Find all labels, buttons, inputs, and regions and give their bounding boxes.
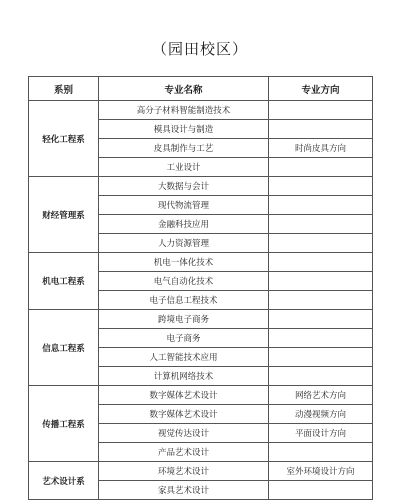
direction-cell: 网络艺术方向 — [269, 386, 373, 405]
direction-cell — [269, 367, 373, 386]
header-department: 系别 — [29, 77, 99, 101]
major-cell: 计算机网络技术 — [99, 367, 269, 386]
major-cell: 产品艺术设计 — [99, 443, 269, 462]
major-cell: 工业设计 — [99, 158, 269, 177]
majors-table — [28, 76, 373, 500]
direction-cell: 平面设计方向 — [269, 424, 373, 443]
direction-cell: 时尚皮具方向 — [269, 139, 373, 158]
direction-cell — [269, 348, 373, 367]
department-cell: 传播工程系 — [29, 386, 99, 462]
major-cell: 机电一体化技术 — [99, 253, 269, 272]
direction-cell — [269, 310, 373, 329]
table-row — [29, 177, 373, 196]
table-row — [29, 253, 373, 272]
major-cell: 高分子材料智能制造技术 — [99, 101, 269, 120]
major-cell: 电气自动化技术 — [99, 272, 269, 291]
direction-cell: 室外环境设计方向 — [269, 462, 373, 481]
direction-cell — [269, 329, 373, 348]
page-title: （园田校区） — [151, 40, 248, 58]
table-row — [29, 101, 373, 120]
direction-cell — [269, 158, 373, 177]
major-cell: 数字媒体艺术设计 — [99, 405, 269, 424]
major-cell: 皮具制作与工艺 — [99, 139, 269, 158]
major-cell: 家具艺术设计 — [99, 481, 269, 500]
direction-cell — [269, 481, 373, 500]
table-body — [29, 101, 373, 500]
department-cell: 信息工程系 — [29, 310, 99, 386]
major-cell: 模具设计与制造 — [99, 120, 269, 139]
major-cell: 跨境电子商务 — [99, 310, 269, 329]
direction-cell — [269, 215, 373, 234]
department-cell: 艺术设计系 — [29, 462, 99, 500]
major-cell: 人力资源管理 — [99, 234, 269, 253]
table-row — [29, 386, 373, 405]
major-cell: 大数据与会计 — [99, 177, 269, 196]
department-cell: 轻化工程系 — [29, 101, 99, 177]
header-major: 专业名称 — [99, 77, 269, 101]
direction-cell — [269, 120, 373, 139]
major-cell: 视觉传达设计 — [99, 424, 269, 443]
major-cell: 电子信息工程技术 — [99, 291, 269, 310]
direction-cell — [269, 101, 373, 120]
direction-cell — [269, 291, 373, 310]
header-direction: 专业方向 — [269, 77, 373, 101]
direction-cell — [269, 234, 373, 253]
direction-cell — [269, 272, 373, 291]
major-cell: 金融科技应用 — [99, 215, 269, 234]
direction-cell — [269, 443, 373, 462]
major-cell: 数字媒体艺术设计 — [99, 386, 269, 405]
department-cell: 财经管理系 — [29, 177, 99, 253]
direction-cell — [269, 253, 373, 272]
major-cell: 人工智能技术应用 — [99, 348, 269, 367]
major-cell: 环境艺术设计 — [99, 462, 269, 481]
table-row — [29, 462, 373, 481]
direction-cell: 动漫视频方向 — [269, 405, 373, 424]
direction-cell — [269, 177, 373, 196]
direction-cell — [269, 196, 373, 215]
major-cell: 电子商务 — [99, 329, 269, 348]
table-row — [29, 310, 373, 329]
department-cell: 机电工程系 — [29, 253, 99, 310]
table-header-row — [29, 77, 373, 101]
major-cell: 现代物流管理 — [99, 196, 269, 215]
